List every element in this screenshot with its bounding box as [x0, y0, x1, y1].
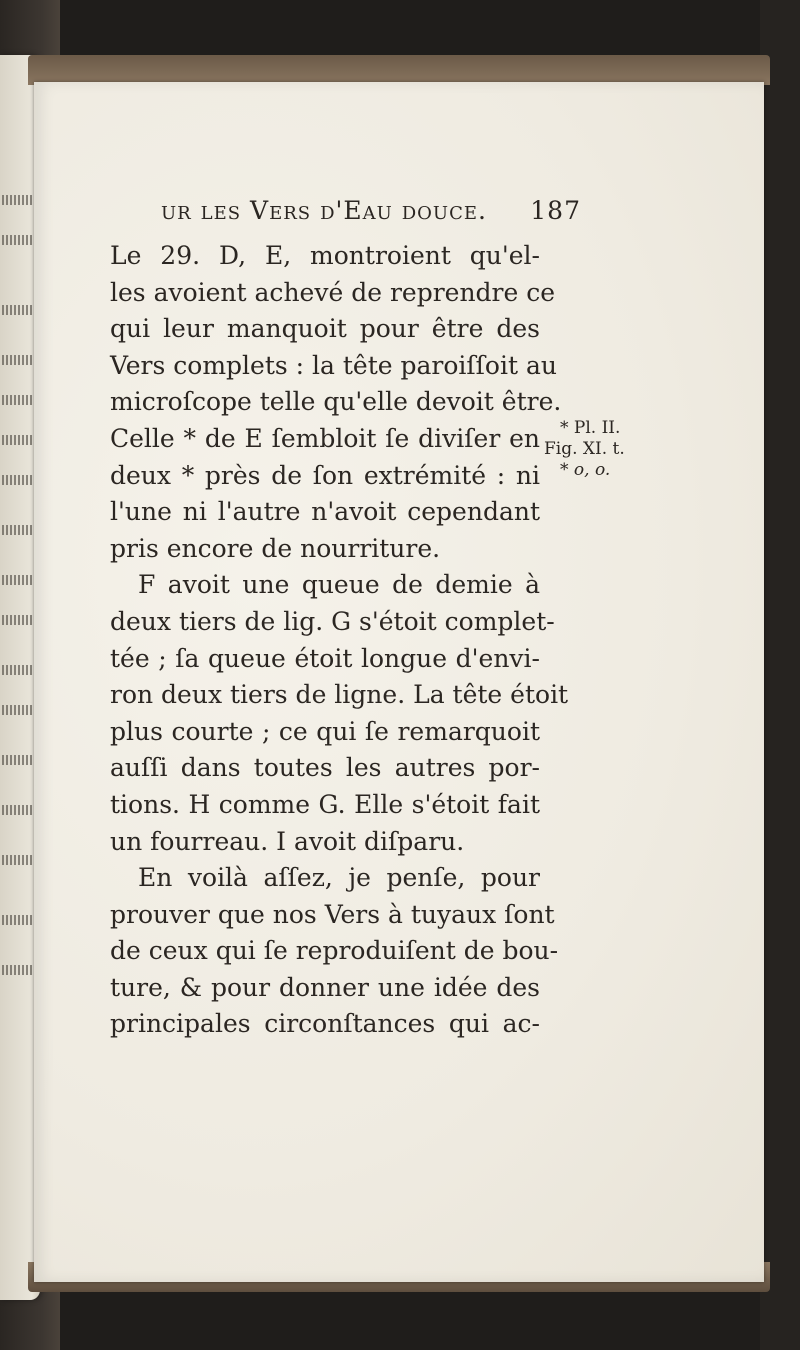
margin-note-line: * Pl. II.	[560, 418, 621, 438]
text-line: deux * près de ſon extrémité : ni	[110, 460, 540, 490]
book-cover-top	[28, 55, 770, 85]
text-line: l'une ni l'autre n'avoit cependant	[110, 497, 540, 527]
text-line: Le 29. D, E, montroient qu'el-	[110, 241, 540, 270]
margin-note-line: Fig. XI. t.	[544, 439, 625, 459]
text-line: plus courte ; ce qui ſe remarquoit	[110, 716, 540, 746]
background	[760, 0, 800, 1350]
text-line: les avoient achevé de reprendre ce	[110, 277, 556, 307]
text-line: tée ; ſa queue étoit longue d'envi-	[110, 643, 540, 673]
running-head	[161, 196, 581, 225]
text-line: tions. H comme G. Elle s'étoit fait	[110, 789, 540, 819]
text-line: qui leur manquoit pour être des	[110, 314, 540, 344]
text-line: Celle * de E ſembloit ſe diviſer en	[110, 423, 540, 453]
text-line: de ceux qui ſe reproduiſent de bou-	[110, 936, 559, 966]
text-line: Vers complets : la tête paroiſſoit au	[110, 350, 557, 380]
text-line: pris encore de nourriture.	[110, 533, 441, 563]
book-page	[34, 82, 764, 1282]
body-text	[110, 238, 569, 1043]
text-line: ture, & pour donner une idée des	[110, 972, 540, 1002]
page-number: 187	[530, 196, 581, 225]
text-line: microſcope telle qu'elle devoit être.	[110, 387, 562, 417]
margin-note	[544, 418, 674, 481]
text-line: principales circonſtances qui ac-	[110, 1009, 540, 1039]
margin-note-line: * o, o.	[560, 460, 611, 480]
text-line: auſſi dans toutes les autres por-	[110, 753, 540, 783]
text-line: En voilà aſſez, je penſe, pour	[138, 863, 540, 893]
running-title: ur les Vers d'Eau douce.	[161, 196, 487, 225]
text-line: ron deux tiers de ligne. La tête étoit	[110, 680, 569, 710]
text-line: F avoit une queue de demie à	[138, 570, 540, 600]
text-line: prouver que nos Vers à tuyaux ſont	[110, 899, 555, 929]
text-line: un fourreau. I avoit diſparu.	[110, 826, 465, 856]
text-line: deux tiers de lig. G s'étoit complet-	[110, 606, 555, 636]
